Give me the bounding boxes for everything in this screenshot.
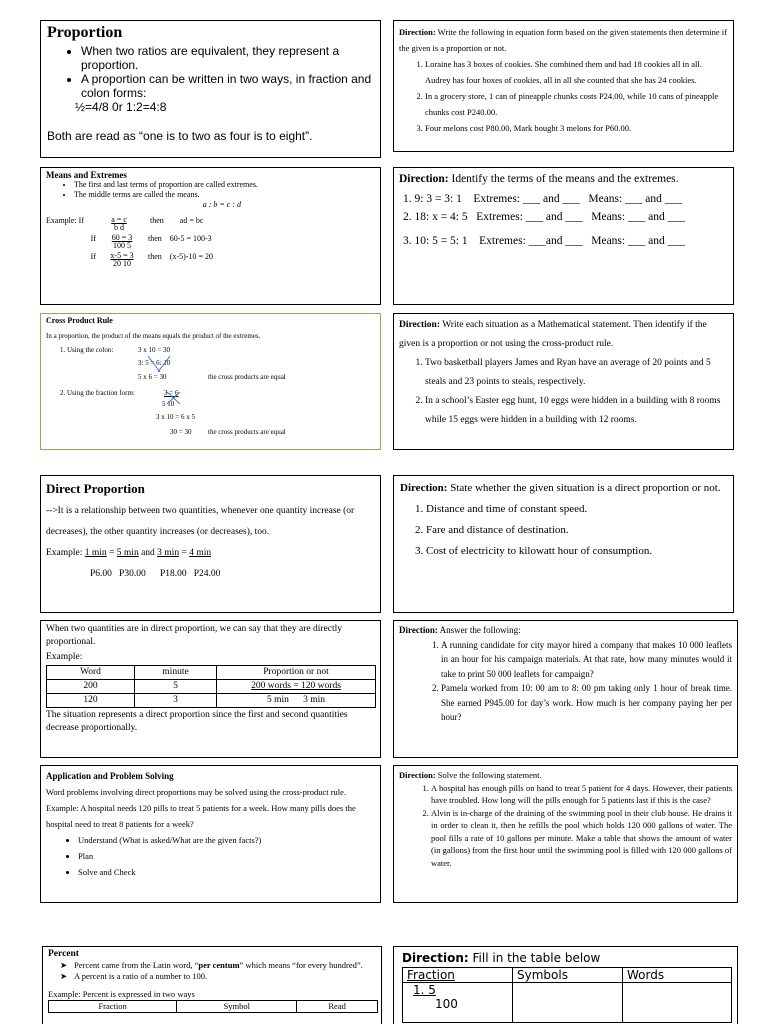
fraction-numerator: 1. 5	[413, 983, 436, 997]
equal-note: the cross products are equal	[208, 428, 286, 436]
list-item: 1. Loraine has 3 boxes of cookies. She combined them and had 18 cookies all in all. Audrey has four boxes of cookies, all in all she counted that she has 24 cookies.	[425, 56, 728, 88]
step-item: • Solve and Check	[78, 864, 375, 880]
equals-sign: =	[181, 548, 187, 558]
bullet-text: Percent came from the Latin word, “	[74, 960, 199, 970]
table-header: minute	[135, 666, 217, 680]
frac-eq1: 3 x 10 = 6 x 5	[156, 413, 195, 421]
table-cell: 120	[47, 694, 135, 708]
app-title: Application and Problem Solving	[46, 771, 174, 781]
table-cell: 5	[135, 680, 217, 694]
means-bullet: • The middle terms are called the means.	[74, 190, 375, 200]
cross-title: Cross Product Rule	[46, 316, 113, 325]
arrow-bullet-icon: ➤	[60, 960, 68, 970]
direct-example-table-box	[40, 620, 381, 758]
list-item: 2. Alvin is in-charge of the draining of the swimming pool in their club house. He drains it in order to clean it, then he refills the pool which holds 120 000 gallons of water. The pool fills a rate of 10 gallons per minute. Make a table that shows the amount of water (in gallons) from the first hour until the swimming pool is filled with 120 000 gallons of water.	[431, 807, 732, 870]
direction-label: Direction:	[400, 482, 448, 494]
bullet-text: A percent is a ratio of a number to 100.	[74, 971, 208, 981]
direction-line	[399, 171, 728, 187]
proportion-bullet: • When two ratios are equivalent, they represent a proportion.	[81, 44, 374, 72]
table-cell: 5 min 3 min	[217, 694, 376, 708]
direction-line	[399, 769, 732, 782]
table-header: Read	[297, 1001, 378, 1013]
application-box	[40, 765, 381, 903]
direction-text: Write each situation as a Mathematical statement. Then identify if the given is a proportion or not using the cross-product rule.	[399, 320, 707, 349]
fraction-denominator: b d	[114, 223, 124, 232]
direct-proportion-box	[40, 475, 381, 613]
direction-label: Direction:	[399, 625, 438, 635]
equation: 10: 5 = 5: 1	[414, 235, 468, 247]
percent-box	[42, 946, 382, 1024]
table-cell: 200	[47, 680, 135, 694]
app-example: Example: A hospital needs 120 pills to treat 5 patients for a week. How many pills does the hospital need to treat 8 patients for a week?	[46, 803, 356, 829]
table-intro: When two quantities are in direct proportion, we can say that they are directly proportional.	[46, 624, 342, 647]
means-blank: Means: ___ and ___	[588, 193, 682, 205]
list-item: 2. 18: x = 4: 5 Extremes: ___ and ___ Means: ___ and ___	[403, 211, 685, 223]
then-word: then	[148, 252, 162, 261]
direction-text: Write the following in equation form based on the given statements then determine if the given is a proportion or not.	[399, 27, 727, 53]
exercise-equation-form-box	[393, 20, 734, 152]
bullet-text: ” which means “for every hundred”.	[239, 960, 363, 970]
list-item: 3. 10: 5 = 5: 1 Extremes: ___and ___ Means: ___ and ___	[403, 235, 685, 247]
list-item: 1. A running candidate for city mayor hired a company that makes 10 000 leaflets in an hour for his campaign materials. At that rate, how many minutes would it take to print 50 000 leaflets for campaign?	[441, 638, 732, 682]
list-item: 2. Fare and distance of destination.	[426, 520, 727, 541]
table-conclusion: The situation represents a direct proportion since the first and second quantities decrease proportionally.	[46, 710, 348, 733]
fraction-numerator: a = c	[111, 215, 127, 224]
list-item: 1. Two basketball players James and Ryan have an average of 20 points and 5 steals and 23 points to steals, respectively.	[425, 354, 728, 392]
extremes-blank: Extremes: ___ and ___	[473, 193, 580, 205]
if-word: If	[90, 252, 96, 261]
table-cell: 3	[135, 694, 217, 708]
direction-line	[399, 316, 728, 354]
direction-text: Identify the terms of the means and the extremes.	[451, 173, 679, 185]
exercise-fill-table-box	[393, 946, 738, 1024]
list-item: 3. Four melons cost P80.00, Mark bought 3 melons for P60.00.	[425, 120, 728, 136]
exercise-answer-box	[393, 620, 738, 758]
list-item: 2. In a school’s Easter egg hunt, 10 eggs were hidden in a building with 8 rooms while 15 eggs were hidden in a building with 12 rooms.	[425, 392, 728, 430]
table-header: Fraction	[403, 968, 513, 983]
example-value: 4 min	[189, 548, 212, 558]
table-header: Fraction	[49, 1001, 177, 1013]
and-word: and	[141, 548, 155, 558]
table-header: Word	[47, 666, 135, 680]
direction-line	[399, 24, 728, 56]
direction-text: Fill in the table below	[472, 951, 601, 965]
then-word: then	[150, 216, 164, 225]
direction-label: Direction:	[399, 320, 440, 330]
exercise-means-extremes-box	[393, 167, 734, 305]
example-label: Example:	[46, 548, 83, 558]
table-header: Words	[623, 968, 732, 983]
equal-note: the cross products are equal	[208, 373, 286, 381]
direction-line	[402, 951, 729, 965]
example-label: Example:	[46, 652, 83, 662]
percent-example: Example: Percent is expressed in two ways	[48, 989, 195, 999]
bullet-bold: per centum	[198, 960, 240, 970]
list-item: 2. Pamela worked from 10: 00 am to 8: 00 pm taking only 1 hour of break time. She earned P945.00 for day’s work. How much is her company paying her per hour?	[441, 681, 732, 725]
colon-eq1: 3 x 10 = 30	[138, 346, 170, 354]
example-table	[46, 665, 376, 708]
direction-line	[400, 478, 727, 499]
app-intro: Word problems involving direct proportions may be solved using the cross-product rule.	[46, 787, 347, 797]
cross-multiply-icon	[164, 390, 184, 406]
direction-label: Direction:	[402, 951, 469, 965]
result-text: ad = bc	[179, 216, 204, 225]
direction-text: State whether the given situation is a direct proportion or not.	[450, 482, 721, 494]
direct-title: Direct Proportion	[46, 481, 145, 496]
fraction-numerator: 60 = 3	[111, 233, 133, 242]
table-header: Symbols	[513, 968, 623, 983]
frac-num: 3 = 6	[164, 389, 179, 397]
fraction-denominator: 100 5	[113, 241, 131, 250]
if-word: If	[90, 234, 96, 243]
proportion-bullet: • A proportion can be written in two ways, in fraction and colon forms:	[81, 72, 374, 100]
proportion-title: Proportion	[47, 24, 123, 41]
means-blank: Means: ___ and ___	[591, 211, 685, 223]
result-text: 60-5 = 100-3	[169, 234, 212, 243]
frac-eq2: 30 = 30	[170, 428, 192, 436]
colon-label: 1. Using the colon:	[60, 346, 114, 354]
cross-intro: In a proportion, the product of the means equals the product of the extremes.	[46, 332, 261, 340]
table-cell	[403, 983, 513, 1023]
direction-label: Direction:	[399, 770, 436, 780]
example-label: Example: If	[46, 216, 84, 225]
table-cell[interactable]	[623, 983, 732, 1023]
list-item: 3. Cost of electricity to kilowatt hour of consumption.	[426, 541, 727, 562]
means-extremes-box	[40, 167, 381, 305]
means-title: Means and Extremes	[46, 170, 127, 180]
ratio-note: a : b = c : d	[202, 200, 241, 209]
list-item: 1. 9: 3 = 3: 1 Extremes: ___ and ___ Means: ___ and ___	[403, 193, 682, 205]
exercise-cross-product-box	[393, 313, 734, 450]
table-cell[interactable]	[513, 983, 623, 1023]
fraction-label: 2. Using the fraction form:	[60, 389, 135, 397]
result-text: (x-5)-10 = 20	[169, 252, 213, 261]
direction-label: Direction:	[399, 27, 436, 37]
exercise-solve-box	[393, 765, 738, 903]
percent-bullet	[48, 960, 376, 971]
equals-sign: =	[109, 548, 115, 558]
direction-line	[399, 623, 732, 638]
proportion-forms: ½=4/8 0r 1:2=4:8	[75, 100, 167, 114]
means-bullet: • The first and last terms of proportion are called extremes.	[74, 180, 375, 190]
means-blank: Means: ___ and ___	[591, 235, 685, 247]
fill-table	[402, 967, 732, 1023]
fraction-denominator: 20 10	[113, 259, 131, 268]
direction-text: Answer the following:	[439, 625, 521, 635]
direction-label: Direction:	[399, 173, 449, 185]
example-value: 3 min	[157, 548, 180, 558]
colon-eq2: 3: 5 = 6: 10	[138, 359, 171, 367]
percent-table	[48, 1000, 378, 1013]
example-value: 5 min	[116, 548, 139, 558]
extremes-blank: Extremes: ___and ___	[479, 235, 583, 247]
arrow-bullet-icon: ➤	[60, 971, 68, 981]
table-header: Proportion or not	[217, 666, 376, 680]
step-item: • Plan	[78, 848, 375, 864]
proportion-read-as: Both are read as “one is to two as four is to eight”.	[47, 129, 313, 143]
equation: 18: x = 4: 5	[414, 211, 468, 223]
exercise-direct-box	[393, 475, 734, 613]
direct-example	[46, 543, 375, 564]
then-word: then	[148, 234, 162, 243]
direct-definition: -->It is a relationship between two quantities, whenever one quantity increase (or decreases), the other quantity increases (or decreases), too.	[46, 506, 355, 537]
list-item: 2. In a grocery store, 1 can of pineapple chunks costs P24.00, while 10 cans of pineapple chunks cost P240.00.	[425, 88, 728, 120]
list-item: 1. Distance and time of constant speed.	[426, 499, 727, 520]
colon-eq3: 5 x 6 = 30	[138, 373, 167, 381]
example-value: 1 min	[84, 548, 107, 558]
proportion-box	[40, 20, 381, 158]
step-item: • Understand (What is asked/What are the given facts?)	[78, 832, 375, 848]
frac-den: 5 10	[162, 400, 175, 408]
table-cell: 200 words = 120 words	[217, 680, 376, 694]
cross-product-box	[40, 313, 381, 450]
extremes-blank: Extremes: ___ and ___	[476, 211, 583, 223]
fraction-numerator: x-5 = 3	[110, 251, 134, 260]
percent-title: Percent	[48, 949, 79, 959]
table-header: Symbol	[177, 1001, 297, 1013]
direct-prices: P6.00 P30.00 P18.00 P24.00	[90, 569, 221, 579]
fraction-denominator: 100	[435, 997, 458, 1011]
equation: 9: 3 = 3: 1	[414, 193, 462, 205]
list-item: 1. A hospital has enough pills on hand to treat 5 patient for 4 days. However, their patients have troubled. How long will the pills enough for 5 patients last if this is the case?	[431, 782, 732, 807]
direction-text: Solve the following statement.	[437, 770, 542, 780]
percent-bullet	[48, 971, 376, 982]
